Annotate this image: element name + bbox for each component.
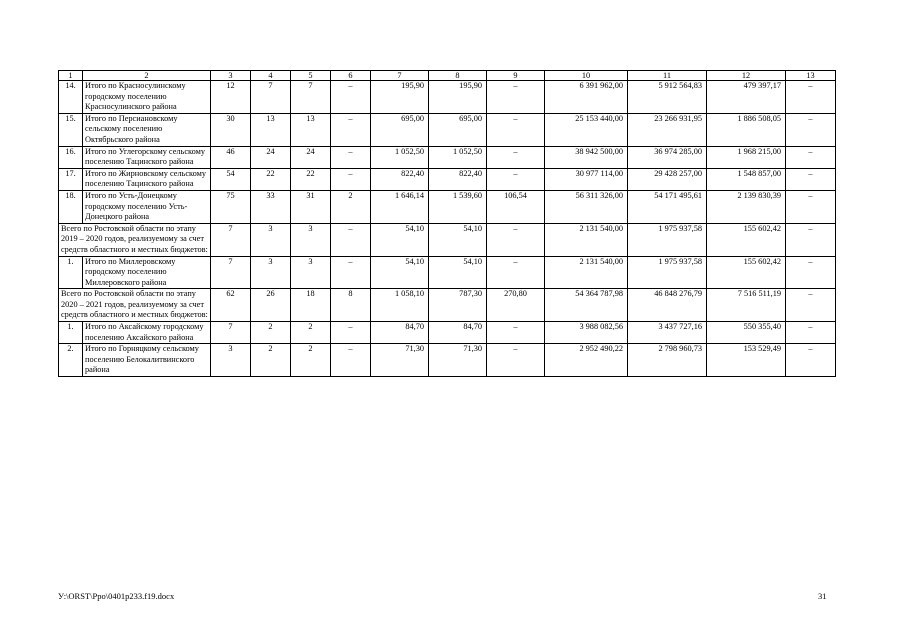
table-cell: 1 975 937,58 (628, 223, 707, 256)
table-cell: 3 (291, 256, 331, 289)
table-cell: 84,70 (371, 322, 429, 344)
table-cell: 13 (291, 113, 331, 146)
column-number-header: 9 (487, 71, 545, 81)
table-cell: – (487, 113, 545, 146)
table-body (59, 71, 836, 377)
total-label: Всего по Ростовской области по этапу 2019 – 2020 годов, реализуемому за счет средств областного и местных бюджетов: (59, 223, 211, 256)
table-cell: 3 437 727,16 (628, 322, 707, 344)
table-cell: 7 (251, 81, 291, 114)
table-cell: 54 364 787,98 (545, 289, 628, 322)
header-row (59, 71, 836, 81)
table-cell: 550 355,40 (707, 322, 786, 344)
table-cell: 1 646,14 (371, 190, 429, 223)
table-cell: – (487, 81, 545, 114)
table-cell: 36 974 285,00 (628, 146, 707, 168)
settlement-name: Итого по Аксайскому городскому поселению Аксайского района (83, 322, 211, 344)
table-cell: 1 058,10 (371, 289, 429, 322)
total-label: Всего по Ростовской области по этапу 2020 – 2021 годов, реализуемому за счет средств областного и местных бюджетов: (59, 289, 211, 322)
table-cell: 695,00 (429, 113, 487, 146)
table-cell: 1 968 215,00 (707, 146, 786, 168)
footer-file-path: У:\ORST\Ppo\0401p233.f19.docx (58, 591, 175, 601)
table-cell: 2 131 540,00 (545, 256, 628, 289)
column-number-header: 7 (371, 71, 429, 81)
table-cell: – (331, 81, 371, 114)
table-cell: 30 977 114,00 (545, 168, 628, 190)
settlement-name: Итого по Красносулинскому городскому поселению Красносулинского района (83, 81, 211, 114)
table-row (59, 81, 836, 114)
settlement-name: Итого по Жирновскому сельскому поселению Тацинского района (83, 168, 211, 190)
page-number: 31 (818, 591, 827, 601)
table-cell: 5 912 564,83 (628, 81, 707, 114)
table-cell: 25 153 440,00 (545, 113, 628, 146)
table-cell: – (786, 146, 836, 168)
table-cell: 71,30 (429, 344, 487, 377)
table-cell: – (487, 146, 545, 168)
table-cell: 195,90 (429, 81, 487, 114)
table-cell: 1 052,50 (429, 146, 487, 168)
row-number: 1. (59, 256, 83, 289)
table-cell: – (331, 256, 371, 289)
table-cell: 22 (291, 168, 331, 190)
table-cell: – (331, 113, 371, 146)
table-cell: 24 (291, 146, 331, 168)
table-cell: 18 (291, 289, 331, 322)
table-cell: – (786, 168, 836, 190)
table-row (59, 322, 836, 344)
table-cell: 13 (251, 113, 291, 146)
row-number: 14. (59, 81, 83, 114)
table-cell: – (786, 289, 836, 322)
table-cell: 2 (251, 322, 291, 344)
table-cell: 7 (211, 322, 251, 344)
table-cell: – (487, 168, 545, 190)
table-cell: 1 975 937,58 (628, 256, 707, 289)
table-cell: – (331, 168, 371, 190)
settlement-name: Итого по Горняцкому сельскому поселению Белокалитвинского района (83, 344, 211, 377)
table-cell: 787,30 (429, 289, 487, 322)
table-cell: 29 428 257,00 (628, 168, 707, 190)
table-cell: 155 602,42 (707, 223, 786, 256)
table-cell: 8 (331, 289, 371, 322)
table-cell: 1 539,60 (429, 190, 487, 223)
table-cell: 46 (211, 146, 251, 168)
table-cell: 2 (291, 322, 331, 344)
settlement-name: Итого по Усть-Донецкому городскому поселению Усть-Донецкого района (83, 190, 211, 223)
table-cell: 54 171 495,61 (628, 190, 707, 223)
table-cell: 26 (251, 289, 291, 322)
total-row (59, 223, 836, 256)
settlement-name: Итого по Персиановскому сельскому поселению Октябрьского района (83, 113, 211, 146)
table-cell: 84,70 (429, 322, 487, 344)
table-cell: – (487, 223, 545, 256)
column-number-header: 10 (545, 71, 628, 81)
settlement-name: Итого по Миллеровскому городскому поселению Миллеровского района (83, 256, 211, 289)
table-cell: 695,00 (371, 113, 429, 146)
table-cell: – (487, 256, 545, 289)
table-cell: 22 (251, 168, 291, 190)
table-cell: 23 266 931,95 (628, 113, 707, 146)
table-cell: 3 (251, 223, 291, 256)
table-cell: 195,90 (371, 81, 429, 114)
row-number: 15. (59, 113, 83, 146)
table-cell: – (331, 344, 371, 377)
table-cell: 54,10 (371, 223, 429, 256)
column-number-header: 3 (211, 71, 251, 81)
table-cell: 30 (211, 113, 251, 146)
table-row (59, 113, 836, 146)
table-cell: – (487, 344, 545, 377)
table-cell: 24 (251, 146, 291, 168)
table-cell: 56 311 326,00 (545, 190, 628, 223)
column-number-header: 12 (707, 71, 786, 81)
table-cell: – (786, 223, 836, 256)
table-row (59, 256, 836, 289)
table-cell: 270,80 (487, 289, 545, 322)
table-cell: 2 (291, 344, 331, 377)
table-cell: 71,30 (371, 344, 429, 377)
table-cell: 6 391 962,00 (545, 81, 628, 114)
table-cell: 1 052,50 (371, 146, 429, 168)
column-number-header: 1 (59, 71, 83, 81)
row-number: 2. (59, 344, 83, 377)
table-cell: 106,54 (487, 190, 545, 223)
table-cell: 3 988 082,56 (545, 322, 628, 344)
table-cell: – (331, 223, 371, 256)
row-number: 1. (59, 322, 83, 344)
total-row (59, 289, 836, 322)
table-cell: – (487, 322, 545, 344)
table-cell: 31 (291, 190, 331, 223)
column-number-header: 13 (786, 71, 836, 81)
table-cell: 7 516 511,19 (707, 289, 786, 322)
column-number-header: 8 (429, 71, 487, 81)
table-cell: – (786, 256, 836, 289)
table-cell: 2 (251, 344, 291, 377)
table-cell: 7 (291, 81, 331, 114)
table-cell: – (786, 344, 836, 377)
table-cell: 3 (291, 223, 331, 256)
table-cell: – (786, 81, 836, 114)
row-number: 16. (59, 146, 83, 168)
table-cell: 479 397,17 (707, 81, 786, 114)
column-number-header: 6 (331, 71, 371, 81)
table-cell: 54,10 (371, 256, 429, 289)
table-cell: 2 (331, 190, 371, 223)
table-cell: 7 (211, 223, 251, 256)
table-cell: 822,40 (371, 168, 429, 190)
table-cell: – (786, 190, 836, 223)
data-table (58, 70, 836, 377)
table-cell: 33 (251, 190, 291, 223)
column-number-header: 5 (291, 71, 331, 81)
table-cell: 75 (211, 190, 251, 223)
table-cell: – (331, 322, 371, 344)
column-number-header: 2 (83, 71, 211, 81)
table-cell: 2 131 540,00 (545, 223, 628, 256)
table-row (59, 146, 836, 168)
table-cell: 155 602,42 (707, 256, 786, 289)
table-cell: 62 (211, 289, 251, 322)
column-number-header: 4 (251, 71, 291, 81)
table-row (59, 344, 836, 377)
table-cell: 38 942 500,00 (545, 146, 628, 168)
table-cell: 2 139 830,39 (707, 190, 786, 223)
table-cell: 46 848 276,79 (628, 289, 707, 322)
table-row (59, 190, 836, 223)
table-cell: 3 (211, 344, 251, 377)
table-cell: – (331, 146, 371, 168)
table-cell: 54 (211, 168, 251, 190)
table-cell: 54,10 (429, 223, 487, 256)
settlement-name: Итого по Углегорскому сельскому поселению Тацинского района (83, 146, 211, 168)
table-cell: 1 886 508,05 (707, 113, 786, 146)
table-cell: 153 529,49 (707, 344, 786, 377)
table-cell: 54,10 (429, 256, 487, 289)
table-cell: 3 (251, 256, 291, 289)
table-cell: 822,40 (429, 168, 487, 190)
row-number: 18. (59, 190, 83, 223)
column-number-header: 11 (628, 71, 707, 81)
table-cell: 12 (211, 81, 251, 114)
table-cell: 2 952 490,22 (545, 344, 628, 377)
table-cell: 2 798 960,73 (628, 344, 707, 377)
table-cell: 1 548 857,00 (707, 168, 786, 190)
table-cell: – (786, 322, 836, 344)
row-number: 17. (59, 168, 83, 190)
table-cell: 7 (211, 256, 251, 289)
table-row (59, 168, 836, 190)
table-cell: – (786, 113, 836, 146)
